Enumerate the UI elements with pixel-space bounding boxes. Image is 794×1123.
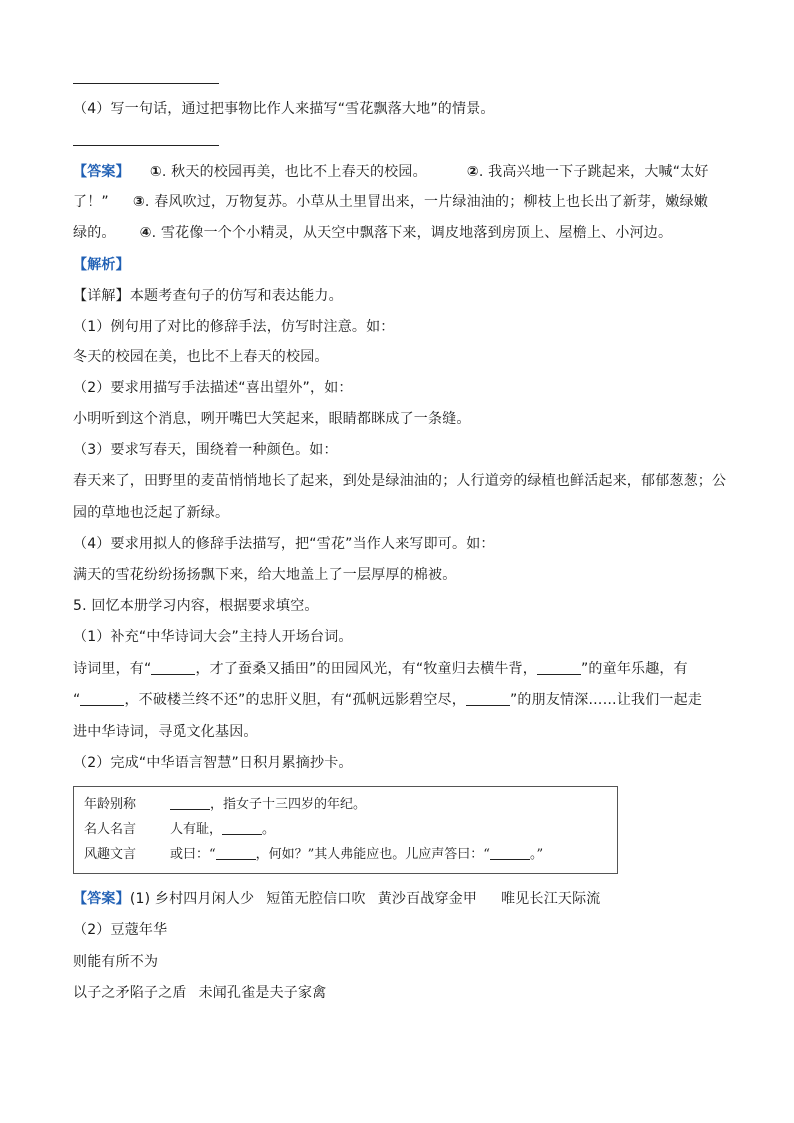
fill-blank[interactable] bbox=[151, 660, 195, 675]
explain-line: 园的草地也泛起了新绿。 bbox=[73, 505, 230, 521]
explain-line: （4）要求用拟人的修辞手法描写，把“雪花”当作人来写即可。如： bbox=[73, 536, 495, 552]
fill-blank[interactable] bbox=[222, 820, 262, 835]
analysis-tag: 【解析】 bbox=[73, 257, 130, 273]
explain-line: （1）例句用了对比的修辞手法，仿写时注意。如： bbox=[73, 319, 395, 335]
detail-tag: 【详解】 bbox=[73, 288, 130, 304]
answer-text: 黄沙百战穿金甲 bbox=[377, 891, 478, 907]
question-5-sub-2: （2）完成“中华语言智慧”日积月累摘抄卡。 bbox=[73, 755, 353, 771]
answer-line-2 bbox=[73, 193, 725, 211]
card-row-label: 名人名言 bbox=[84, 822, 137, 837]
text-segment: ，指女子十三四岁的年纪。 bbox=[210, 797, 367, 812]
answer-sentence-4: . 雪花像一个个小精灵，从天空中飘落下来，调皮地落到房顶上、屋檐上、小河边。 bbox=[151, 225, 673, 241]
answer-sentence-2-end: 了！” bbox=[73, 194, 109, 210]
question-5-paragraph-line-1 bbox=[73, 660, 725, 678]
item-number: ④ bbox=[139, 225, 152, 241]
fill-blank[interactable] bbox=[466, 691, 510, 706]
card-row-label: 年龄别称 bbox=[84, 797, 137, 812]
text-segment: ”的朋友情深……让我们一起走 bbox=[509, 692, 703, 708]
card-row-quote bbox=[84, 820, 275, 838]
explain-line: 冬天的校园在美，也比不上春天的校园。 bbox=[73, 349, 329, 365]
answer-text: 唯见长江天际流 bbox=[501, 891, 601, 907]
question-4-prompt: （4）写一句话，通过把事物比作人来描写“雪花飘落大地”的情景。 bbox=[73, 101, 495, 117]
text-segment: ，何如？”其人弗能应也。儿应声答曰：“ bbox=[255, 847, 490, 862]
text-segment: 或曰：“ bbox=[170, 847, 216, 862]
text-segment: 。 bbox=[262, 822, 276, 837]
answer-sentence-2: . 我高兴地一下子跳起来，大喊“太好 bbox=[478, 164, 709, 180]
explain-line: （3）要求写春天，围绕着一种颜色。如： bbox=[73, 442, 338, 458]
item-number: ① bbox=[149, 164, 162, 180]
question-5-paragraph-line-3: 进中华诗词，寻觅文化基因。 bbox=[73, 724, 258, 740]
fill-blank[interactable] bbox=[80, 691, 124, 706]
answer-sentence-3: . 春风吹过，万物复苏。小草从土里冒出来，一片绿油油的；柳枝上也长出了新芽，嫩绿嫩 bbox=[144, 194, 709, 210]
question-5-sub-1: （1）补充“中华诗词大会”主持人开场台词。 bbox=[73, 629, 353, 645]
item-number: ② bbox=[466, 164, 479, 180]
card-row-label: 风趣文言 bbox=[84, 847, 137, 862]
answer-blank-line bbox=[73, 145, 219, 146]
answer-sentence-3-end: 绿的。 bbox=[73, 225, 116, 241]
text-segment: 诗词里，有“ bbox=[73, 661, 152, 677]
text-segment: ”的童年乐趣，有 bbox=[580, 661, 688, 677]
item-number: ③ bbox=[132, 194, 145, 210]
fill-blank[interactable] bbox=[170, 795, 210, 810]
answer-text: 未闻孔雀是夫子家禽 bbox=[198, 985, 327, 1001]
answer-line-1 bbox=[73, 163, 725, 181]
answer-tag: 【答案】 bbox=[73, 164, 130, 180]
text-segment: “ bbox=[73, 692, 81, 708]
explain-line: 满天的雪花纷纷扬扬飘下来，给大地盖上了一层厚厚的棉被。 bbox=[73, 567, 457, 583]
card-row-age bbox=[84, 795, 366, 813]
explain-line: 春天来了，田野里的麦苗悄悄地长了起来，到处是绿油油的；人行道旁的绿植也鲜活起来，郁郁葱葱；公 bbox=[73, 473, 727, 489]
explain-line: （2）要求用描写手法描述“喜出望外”，如： bbox=[73, 380, 353, 396]
explain-line: 小明听到这个消息，咧开嘴巴大笑起来，眼睛都眯成了一条缝。 bbox=[73, 411, 471, 427]
excerpt-card bbox=[73, 786, 618, 874]
card-row-classical bbox=[84, 845, 543, 863]
fill-blank[interactable] bbox=[537, 660, 581, 675]
answer-line-3 bbox=[73, 224, 725, 242]
analysis-heading bbox=[73, 256, 725, 274]
text-segment: 人有耻， bbox=[170, 822, 223, 837]
question-5-paragraph-line-2 bbox=[73, 691, 725, 709]
answer-2-line-4 bbox=[73, 984, 725, 1002]
answer-2-line-1 bbox=[73, 890, 725, 908]
fill-blank[interactable] bbox=[216, 845, 256, 860]
answer-text: (1) 乡村四月闲人少 bbox=[129, 891, 255, 907]
answer-2-line-3: 则能有所不为 bbox=[73, 954, 159, 970]
text-segment: 。” bbox=[529, 847, 544, 862]
answer-text: 短笛无腔信口吹 bbox=[266, 891, 366, 907]
detail-text: 本题考查句子的仿写和表达能力。 bbox=[129, 288, 343, 304]
text-segment: ，不破楼兰终不还”的忠肝义胆，有“孤帆远影碧空尽， bbox=[124, 692, 466, 708]
answer-sentence-1: . 秋天的校园再美，也比不上春天的校园。 bbox=[161, 164, 427, 180]
answer-blank-line bbox=[73, 83, 219, 84]
fill-blank[interactable] bbox=[490, 845, 530, 860]
answer-text: 以子之矛陷子之盾 bbox=[73, 985, 187, 1001]
detail-line bbox=[73, 287, 725, 305]
text-segment: ，才了蚕桑又插田”的田园风光，有“牧童归去横牛背， bbox=[195, 661, 537, 677]
question-5-title: 5. 回忆本册学习内容，根据要求填空。 bbox=[73, 598, 319, 614]
answer-tag: 【答案】 bbox=[73, 891, 130, 907]
answer-2-line-2: （2）豆蔻年华 bbox=[73, 922, 168, 938]
